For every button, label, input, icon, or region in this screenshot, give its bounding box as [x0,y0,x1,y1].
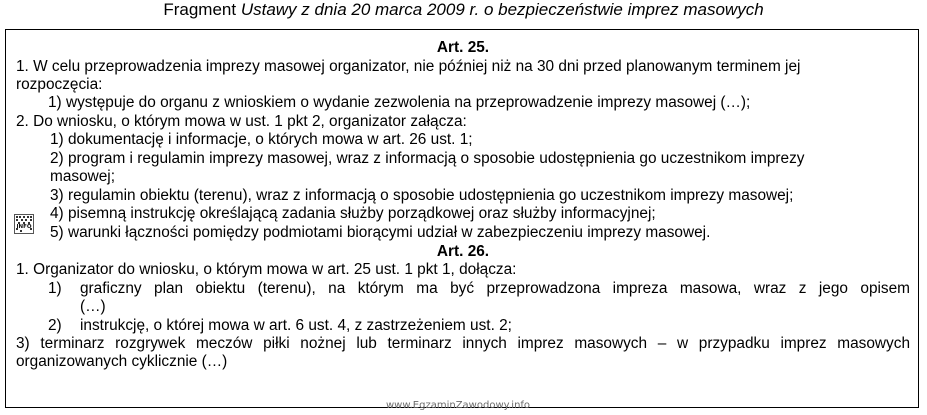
art25-p1-line1: 1. W celu przeprowadzenia imprezy masowej organizator, nie później niż na 30 dni przed planowanym terminem jej [16,58,801,75]
art26-item3-line2: organizowanych cyklicznie (…) [16,353,228,370]
art25-p2-item5: 5) warunki łączności pomiędzy podmiotami biorącymi udział w zabezpieczeniu imprezy masowej. [50,224,711,241]
art25-p2-item4: 4) pisemną instrukcję określającą zadania służby porządkowej oraz służby informacyjnej; [50,205,656,222]
art25-heading: Art. 25. [436,39,490,56]
art26-item1-line2: (…) [80,298,106,315]
art25-p2-item2-line1: 2) program i regulamin imprezy masowej, wraz z informacją o sposobie udostępnienia go uczestnikom imprezy [50,150,805,167]
qr-info-icon [14,214,34,234]
art25-p2-item2-line2: masowej; [50,168,116,185]
art25-p1-item1: 1) występuje do organu z wnioskiem o wydanie zezwolenia na przeprowadzenie imprezy masowej (…); [48,94,751,111]
watermark-text: www.EgzaminZawodowy.info [386,400,531,411]
art26-item2-text: instrukcję, o której mowa w art. 6 ust. 4, z zastrzeżeniem ust. 2; [80,317,512,334]
legal-text-box [5,29,919,408]
art26-item2-number: 2) [48,317,62,334]
art26-p1-intro: 1. Organizator do wniosku, o którym mowa w art. 25 ust. 1 pkt 1, dołącza: [16,261,517,278]
qr-info-label: INFO [16,224,32,230]
art25-p1-line2: rozpoczęcia: [16,76,103,93]
art26-item1-line1: graficzny plan obiektu (terenu), na którym ma być przeprowadzona impreza masowa, wraz z jego opisem [80,280,910,297]
art26-heading: Art. 26. [436,243,490,260]
document-title [0,0,927,20]
title-italic: Ustawy z dnia 20 marca 2009 r. o bezpieczeństwie imprez masowych [240,0,764,19]
art25-p2-intro: 2. Do wniosku, o którym mowa w ust. 1 pkt 2, organizator załącza: [16,113,467,130]
art26-item1-number: 1) [48,280,62,297]
art25-p2-item3: 3) regulamin obiektu (terenu), wraz z informacją o sposobie udostępnienia go uczestnikom imprezy masowej; [50,187,794,204]
art25-p2-item1: 1) dokumentację i informacje, o których mowa w art. 26 ust. 1; [50,131,473,148]
art26-item3-line1: 3) terminarz rozgrywek meczów piłki nożnej lub terminarz innych imprez masowych – w przypadku imprez masowych [16,335,910,352]
title-prefix: Fragment [163,0,241,19]
